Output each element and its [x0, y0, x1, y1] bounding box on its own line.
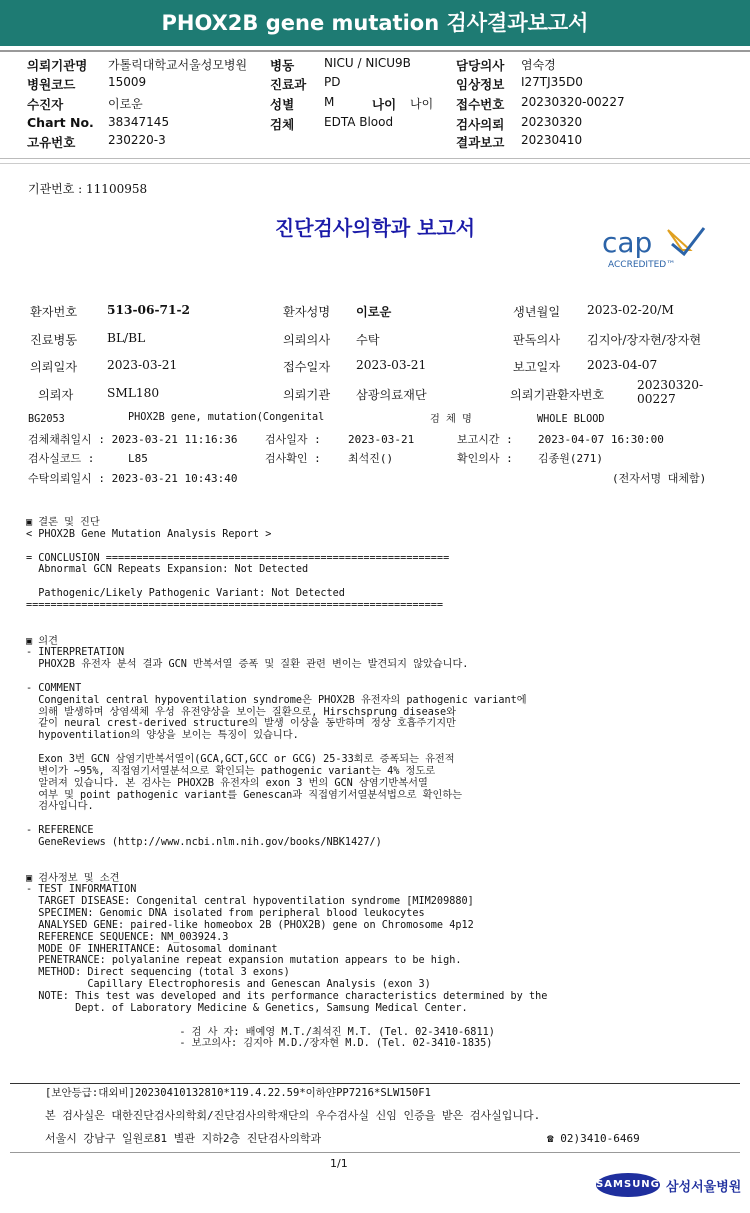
header-value: 38347145 — [108, 115, 170, 129]
header-value: NICU / NICU9B — [324, 56, 411, 70]
header-label: 담당의사 — [456, 58, 505, 73]
header-label: 결과보고 — [456, 135, 505, 150]
report-line: 같이 neural crest-derived structure의 발생 이상을 동반하며 정상 호흡주기지만 — [26, 718, 456, 730]
certification-line: 본 검사실은 대한진단검사의학회/진단검사의학재단의 우수검사실 신임 인증을 받은 검사실입니다. — [45, 1109, 541, 1122]
patient-field-value: 이로운 — [356, 305, 392, 319]
header-label: 검체 — [270, 117, 295, 132]
header-label: 임상정보 — [456, 77, 505, 92]
header-value: 20230320 — [521, 115, 583, 129]
report-line: TARGET DISEASE: Congenital central hypoventilation syndrome [MIM209880] — [26, 896, 474, 908]
header-bottom-divider — [0, 158, 750, 159]
header-value: M — [324, 95, 335, 109]
patient-field-label: 환자성명 — [283, 305, 331, 319]
patient-field-label: 의뢰의사 — [283, 333, 331, 347]
patient-field-label: 의뢰기관 — [283, 388, 331, 402]
specimen-value: WHOLE BLOOD — [537, 414, 605, 425]
header-label: Chart No. — [27, 115, 94, 130]
patient-field-label: 환자번호 — [30, 305, 78, 319]
report-line: PHOX2B 유전자 분석 결과 GCN 반복서열 증폭 및 질환 관련 변이는 발견되지 않았습니다. — [26, 659, 469, 671]
patient-field-label: 진료병동 — [30, 333, 78, 347]
confirm-doctor-label: 확인의사 : — [457, 452, 513, 465]
report-title: PHOX2B gene mutation 검사결과보고서 — [0, 0, 750, 46]
lab-code: L85 — [128, 452, 148, 465]
report-line: MODE OF INHERITANCE: Autosomal dominant — [26, 943, 278, 955]
test-confirm: 최석진() — [348, 452, 394, 465]
institution-number: 기관번호 : 11100958 — [28, 182, 148, 196]
cap-accredited-logo — [598, 222, 710, 272]
patient-field-value: 20230320- — [637, 378, 704, 392]
report-line: NOTE: This test was developed and its performance characteristics determined by the — [26, 991, 548, 1002]
header-label: 수진자 — [27, 97, 64, 112]
header-value: 230220-3 — [108, 133, 166, 147]
hospital-name: 삼성서울병원 — [666, 1180, 742, 1195]
footer-divider — [10, 1083, 740, 1084]
header-label: 병원코드 — [27, 77, 76, 92]
patient-field-label: 의뢰일자 — [30, 360, 78, 374]
test-date-label: 검사일자 : — [265, 433, 321, 446]
patient-field-label: 의뢰자 — [38, 388, 74, 402]
phone-line: ☎ 02)3410-6469 — [547, 1132, 640, 1145]
patient-field-value: 수탁 — [356, 333, 380, 347]
report-line: hypoventilation의 양상을 보이는 특징이 있습니다. — [26, 730, 299, 742]
page-number: 1/1 — [330, 1157, 348, 1170]
patient-field-value: 삼광의료재단 — [356, 388, 427, 402]
report-line: 검사입니다. — [26, 801, 94, 813]
report-line: Exon 3번 GCN 삼염기반복서열이(GCA,GCT,GCC or GCG) 25-33회로 증폭되는 유전적 — [26, 754, 455, 765]
patient-field-value: SML180 — [107, 386, 160, 400]
header-label: 고유번호 — [27, 135, 76, 150]
report-line: Capillary Electrophoresis and Genescan Analysis (exon 3) — [26, 979, 431, 991]
header-bottom-divider-2 — [0, 163, 750, 164]
report-line: = CONCLUSION ======================================================== — [26, 552, 450, 564]
age-value: 나이 — [410, 97, 434, 111]
header-label: 접수번호 — [456, 97, 505, 112]
footer-divider-2 — [10, 1152, 740, 1153]
report-line: PENETRANCE: polyalanine repeat expansion mutation appears to be high. — [26, 955, 462, 967]
report-line: Abnormal GCN Repeats Expansion: Not Detected — [26, 564, 309, 576]
report-line: ==================================================================== — [26, 599, 444, 611]
header-label: 병동 — [270, 58, 295, 73]
cap-logo-sub: ACCREDITED™ — [608, 260, 676, 270]
report-line: Dept. of Laboratory Medicine & Genetics, Samsung Medical Center. — [26, 1002, 468, 1014]
report-line: REFERENCE SEQUENCE: NM_003924.3 — [26, 931, 229, 943]
patient-field-value: 2023-03-21 — [356, 358, 427, 372]
header-value: 이로운 — [108, 97, 143, 111]
patient-field-value: 김지아/장자현/장자현 — [587, 333, 702, 347]
samsung-logo: SAMSUNG — [596, 1173, 660, 1197]
test-code: BG2053 — [28, 414, 65, 425]
report-line: 변이가 ~95%, 직접염기서열분석으로 확인되는 pathogenic variant는 4% 정도로 — [26, 765, 436, 777]
report-line: 알려져 있습니다. 본 검사는 PHOX2B 유전자의 exon 3 번의 GCN 삼염기반복서열 — [26, 777, 428, 789]
e-signature-note: (전자서명 대체함) — [612, 472, 707, 485]
report-line: ▣ 검사정보 및 소견 — [26, 872, 120, 884]
report-line: 의해 발생하며 상염색체 우성 유전양상을 보이는 질환으로, Hirschsprung disease와 — [26, 706, 457, 718]
report-line: Pathogenic/Likely Pathogenic Variant: Not Detected — [26, 588, 345, 600]
header-value: 염숙경 — [521, 58, 556, 72]
header-value: EDTA Blood — [324, 115, 394, 129]
test-date: 2023-03-21 — [348, 433, 415, 446]
patient-field-label: 생년월일 — [513, 305, 561, 319]
report-line: ▣ 결론 및 진단 — [26, 517, 100, 528]
report-line: - REFERENCE — [26, 825, 94, 837]
report-line: - 보고의사: 김지아 M.D./장자현 M.D. (Tel. 02-3410-1835) — [26, 1038, 493, 1050]
patient-field-value: 2023-04-07 — [587, 358, 658, 372]
report-line: METHOD: Direct sequencing (total 3 exons) — [26, 967, 290, 979]
patient-field-value: 2023-02-20/M — [587, 303, 674, 317]
report-line: < PHOX2B Gene Mutation Analysis Report > — [26, 528, 272, 540]
lab-report-title: 진단검사의학과 보고서 — [274, 216, 476, 240]
cap-logo-word: cap — [602, 226, 653, 259]
patient-field-value: 00227 — [637, 392, 676, 406]
lab-code-label: 검사실코드 : — [28, 452, 95, 465]
header-value: I27TJ35D0 — [521, 75, 583, 89]
patient-field-label: 판독의사 — [513, 333, 561, 347]
header-label: 성별 — [270, 97, 295, 112]
address-line: 서울시 강남구 일원로81 별관 지하2층 진단검사의학과 — [45, 1132, 322, 1145]
header-value: 20230410 — [521, 133, 583, 147]
report-time: 2023-04-07 16:30:00 — [538, 433, 664, 446]
header-label: 진료과 — [270, 77, 307, 92]
report-line: SPECIMEN: Genomic DNA isolated from peripheral blood leukocytes — [26, 908, 425, 920]
report-time-label: 보고시간 : — [457, 433, 513, 446]
request-datetime: 수탁의뢰일시 : 2023-03-21 10:43:40 — [28, 472, 238, 485]
specimen-label: 검 체 명 — [430, 414, 472, 425]
header-value: 가톨릭대학교서울성모병원 — [108, 58, 248, 72]
patient-field-value: BL/BL — [107, 331, 146, 345]
header-label: 검사의뢰 — [456, 117, 505, 132]
test-name: PHOX2B gene, mutation(Congenital — [128, 412, 325, 423]
age-label: 나이 — [372, 97, 397, 112]
patient-field-label: 의뢰기관환자번호 — [510, 388, 605, 402]
header-value: PD — [324, 75, 341, 89]
report-line: ▣ 의견 — [26, 635, 58, 647]
header-label: 의뢰기관명 — [27, 58, 88, 73]
report-line: - COMMENT — [26, 682, 82, 694]
report-line: 여부 및 point pathogenic variant를 Genescan과 직접염기서열분석법으로 확인하는 — [26, 789, 463, 801]
header-value: 20230320-00227 — [521, 95, 625, 109]
report-line: ANALYSED GENE: paired-like homeobox 2B (PHOX2B) gene on Chromosome 4p12 — [26, 919, 474, 931]
patient-field-label: 접수일자 — [283, 360, 331, 374]
confirm-doctor: 김종원(271) — [538, 452, 603, 465]
report-line: - INTERPRETATION — [26, 647, 125, 659]
patient-field-value: 513-06-71-2 — [107, 303, 191, 317]
security-line: [보안등급:대외비]20230410132810*119.4.22.59*이하얀PP7216*SLW150F1 — [45, 1087, 431, 1099]
test-confirm-label: 검사확인 : — [265, 452, 321, 465]
header-value: 15009 — [108, 75, 147, 89]
patient-field-value: 2023-03-21 — [107, 358, 178, 372]
header-top-divider — [0, 50, 750, 52]
report-line: - TEST INFORMATION — [26, 884, 137, 896]
report-line: Congenital central hypoventilation syndrome은 PHOX2B 유전자의 pathogenic variant에 — [26, 694, 527, 706]
patient-field-label: 보고일자 — [513, 360, 561, 374]
report-line: GeneReviews (http://www.ncbi.nlm.nih.gov/books/NBK1427/) — [26, 836, 382, 848]
collection-datetime: 검체채취일시 : 2023-03-21 11:16:36 — [28, 433, 238, 446]
report-line: - 검 사 자: 배예영 M.T./최석진 M.T. (Tel. 02-3410-6811) — [26, 1026, 495, 1038]
